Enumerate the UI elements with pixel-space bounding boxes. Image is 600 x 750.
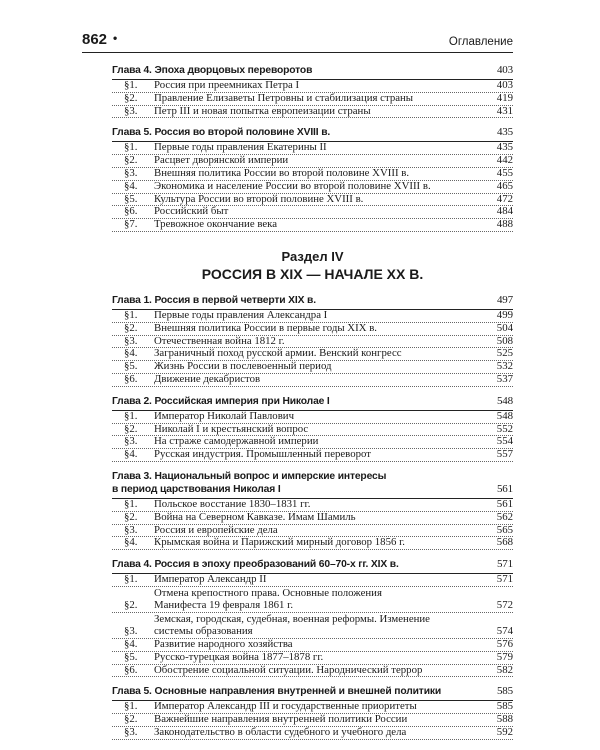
section-number: §4.: [124, 347, 138, 360]
section-page: 488: [496, 218, 513, 231]
section-title: Война на Северном Кавказе. Имам Шамиль: [154, 510, 356, 523]
section-title: Российский быт: [154, 205, 229, 218]
section-title: Обострение социальной ситуации. Народнический террор: [154, 663, 423, 676]
toc-section-row: [112, 652, 513, 665]
toc-section-row: [112, 574, 513, 587]
section-page: 484: [496, 205, 513, 218]
section-number: §1.: [124, 573, 138, 586]
toc-chapter: [112, 556, 513, 677]
chapter-page: 435: [496, 126, 513, 139]
section-title: Русско-турецкая война 1877–1878 гг.: [154, 650, 324, 663]
section-title: Законодательство в области судебного и учебного дела: [154, 725, 407, 738]
section-page: 465: [496, 179, 513, 192]
chapter-page: 403: [496, 64, 513, 76]
section-title: Развитие народного хозяйства: [154, 637, 293, 650]
section-page: 557: [496, 448, 513, 461]
section-page: 472: [496, 192, 513, 205]
section-page: 537: [496, 372, 513, 385]
section-page: 431: [496, 104, 513, 117]
section-number: §1.: [124, 308, 138, 321]
chapter-title: Глава 5. Россия во второй половине XVIII в.: [112, 127, 331, 139]
toc-section-row: [112, 714, 513, 727]
chapter-page: 497: [496, 293, 513, 306]
toc-section-row: [112, 512, 513, 525]
section-number: §5.: [124, 650, 138, 663]
toc-section-row: [112, 323, 513, 336]
section-page: 504: [496, 321, 513, 334]
section-title: Петр III и новая попытка европеизации страны: [154, 104, 371, 117]
chapter-title-row: [112, 683, 513, 701]
section-page: 572: [496, 599, 513, 612]
section-number: §3.: [124, 725, 138, 738]
section-page: 548: [496, 409, 513, 422]
section-title: Крымская война и Парижский мирный договор 1856 г.: [154, 536, 405, 549]
section-page: 568: [496, 536, 513, 549]
section-title: Император Александр III и государственные приоритеты: [154, 700, 417, 713]
section-number: §1.: [124, 700, 138, 713]
section-title: Экономика и население России во второй половине XVIII в.: [154, 179, 431, 192]
section-title: Важнейшие направления внутренней политики России: [154, 713, 408, 726]
toc-section-row: [112, 374, 513, 387]
chapter-title-row: [112, 556, 513, 574]
section-title: Земская, городская, судебная, военная реформы. Изменение системы образования: [154, 612, 430, 638]
section-title: Первые годы правления Александра I: [154, 308, 328, 321]
section-page: 552: [496, 422, 513, 435]
section-number: §2.: [124, 599, 138, 612]
running-title: Оглавление: [448, 36, 513, 48]
section-page: 532: [496, 360, 513, 373]
toc-section-row: [112, 80, 513, 93]
section-number: §3.: [124, 104, 138, 117]
chapter-title: Глава 5. Основные направления внутренней и внешней политики: [112, 686, 442, 698]
section-title: Культура России во второй половине XVIII в.: [154, 192, 364, 205]
toc-section-row: [112, 219, 513, 232]
chapter-title-row: [112, 393, 513, 411]
toc-section-row: [112, 181, 513, 194]
section-number: §7.: [124, 218, 138, 231]
section-page: 585: [496, 700, 513, 713]
section-number: §2.: [124, 321, 138, 334]
toc-section-row: [112, 665, 513, 678]
section-number: §6.: [124, 205, 138, 218]
chapter-page: 548: [496, 394, 513, 407]
section-number: §1.: [124, 497, 138, 510]
toc-chapter: [112, 124, 513, 232]
section-title: Внешняя политика России во второй половине XVIII в.: [154, 166, 410, 179]
section-page: 576: [496, 637, 513, 650]
section-title: Правление Елизаветы Петровны и стабилизация страны: [154, 91, 414, 104]
section-page: 455: [496, 166, 513, 179]
section-number: §3.: [124, 334, 138, 347]
section-number: §3.: [124, 166, 138, 179]
chapter-page: 585: [496, 685, 513, 698]
section-page: 525: [496, 347, 513, 360]
toc-content: [112, 56, 513, 740]
section-title: Император Николай Павлович: [154, 409, 295, 422]
section-number: §5.: [124, 360, 138, 373]
section-number: §4.: [124, 448, 138, 461]
toc-section-row: [112, 639, 513, 652]
section-page: 554: [496, 435, 513, 448]
section-number: §1.: [124, 409, 138, 422]
section-number: §4.: [124, 179, 138, 192]
toc-section-row: [112, 93, 513, 106]
chapter-title-row: [112, 292, 513, 310]
toc-section-row: [112, 168, 513, 181]
chapter-title-row: [112, 62, 513, 80]
part-label: Раздел IV: [281, 248, 344, 264]
section-number: §3.: [124, 435, 138, 448]
toc-section-row: [112, 106, 513, 119]
section-title: Расцвет дворянской империи: [154, 154, 289, 167]
section-number: §5.: [124, 192, 138, 205]
page-header: [82, 28, 513, 53]
toc-section-row: [112, 613, 513, 639]
section-number: §6.: [124, 663, 138, 676]
header-bullet: •: [113, 31, 118, 45]
chapter-page: 561: [496, 482, 513, 495]
toc-chapter: [112, 683, 513, 739]
section-number: §4.: [124, 637, 138, 650]
section-page: 582: [496, 663, 513, 676]
section-page: 403: [496, 79, 513, 91]
toc-section-row: [112, 449, 513, 462]
toc-section-row: [112, 310, 513, 323]
section-page: 571: [496, 573, 513, 586]
section-title: Движение декабристов: [154, 372, 261, 385]
toc-section-row: [112, 499, 513, 512]
chapter-title-row: [112, 124, 513, 142]
part-name: РОССИЯ В XIX — НАЧАЛЕ XX В.: [201, 265, 424, 282]
chapter-title: Глава 4. Россия в эпоху преобразований 60–70-х гг. XIX в.: [112, 559, 399, 571]
section-page: 588: [496, 713, 513, 726]
section-title: Заграничный поход русской армии. Венский конгресс: [154, 347, 402, 360]
chapter-title-row: [112, 468, 513, 499]
section-number: §1.: [124, 79, 138, 91]
section-title: Отечественная война 1812 г.: [154, 334, 285, 347]
section-page: 561: [496, 497, 513, 510]
chapter-title: Глава 4. Эпоха дворцовых переворотов: [112, 65, 313, 76]
part-heading: [112, 248, 513, 283]
page-number: 862: [82, 31, 108, 48]
chapter-title: Глава 1. Россия в первой четверти XIX в.: [112, 294, 316, 306]
section-page: 565: [496, 523, 513, 536]
chapter-title: Глава 3. Национальный вопрос и имперские интересы в период царствования Николая I: [112, 470, 387, 495]
section-title: Николай I и крестьянский вопрос: [154, 422, 309, 435]
section-title: Русская индустрия. Промышленный переворот: [154, 448, 371, 461]
section-number: §1.: [124, 141, 138, 154]
section-page: 579: [496, 650, 513, 663]
toc-section-row: [112, 727, 513, 740]
section-number: §2.: [124, 510, 138, 523]
toc-section-row: [112, 587, 513, 613]
section-page: 508: [496, 334, 513, 347]
section-title: Жизнь России в послевоенный период: [154, 360, 332, 373]
toc-section-row: [112, 537, 513, 550]
section-page: 435: [496, 141, 513, 154]
toc-chapter: [112, 62, 513, 118]
toc-chapters-top: [112, 62, 513, 232]
section-title: Первые годы правления Екатерины II: [154, 141, 327, 154]
section-title: Внешняя политика России в первые годы XIX в.: [154, 321, 377, 334]
section-title: Россия и европейские дела: [154, 523, 278, 536]
section-page: 574: [496, 625, 513, 638]
section-page: 419: [496, 91, 513, 104]
section-page: 442: [496, 154, 513, 167]
section-number: §3.: [124, 523, 138, 536]
section-page: 562: [496, 510, 513, 523]
page-number-block: [82, 31, 117, 52]
section-page: 499: [496, 308, 513, 321]
section-number: §2.: [124, 91, 138, 104]
section-number: §3.: [124, 625, 138, 638]
section-number: §2.: [124, 713, 138, 726]
toc-section-row: [112, 411, 513, 424]
toc-chapter: [112, 292, 513, 387]
section-title: Отмена крепостного права. Основные положения Манифеста 19 февраля 1861 г.: [154, 586, 382, 612]
section-title: Тревожное окончание века: [154, 218, 278, 231]
section-number: §2.: [124, 154, 138, 167]
toc-chapters-part: [112, 292, 513, 740]
chapter-title: Глава 2. Российская империя при Николае I: [112, 395, 330, 407]
section-title: Император Александр II: [154, 573, 267, 586]
section-page: 592: [496, 725, 513, 738]
section-number: §4.: [124, 536, 138, 549]
section-number: §6.: [124, 372, 138, 385]
toc-chapter: [112, 468, 513, 550]
section-title: На страже самодержавной империи: [154, 435, 319, 448]
section-title: Россия при преемниках Петра I: [154, 79, 300, 91]
section-number: §2.: [124, 422, 138, 435]
chapter-page: 571: [496, 558, 513, 571]
toc-chapter: [112, 393, 513, 462]
section-title: Польское восстание 1830–1831 гг.: [154, 497, 311, 510]
